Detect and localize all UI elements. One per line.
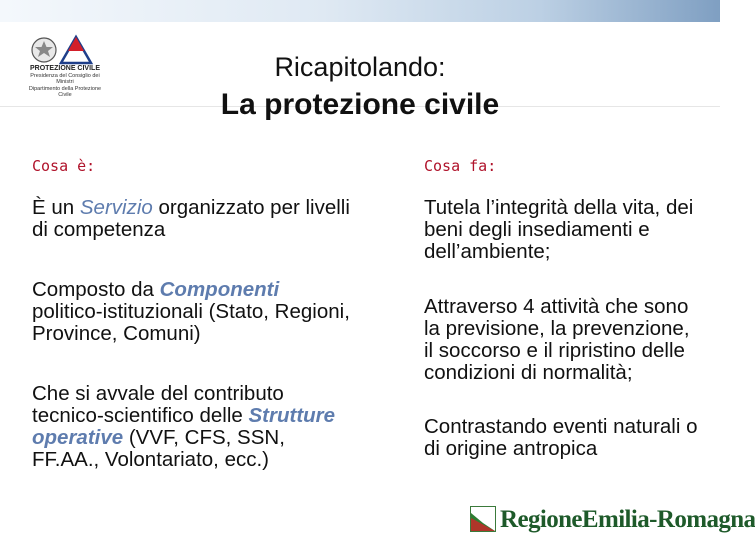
regione-emilia-romagna-logo [462,500,755,540]
emphasis-componenti: Componenti [159,278,280,301]
emphasis-strutture-operative: Strutture operative [32,404,336,449]
right-paragraph-1: Tutela l’integrità della vita, dei beni degli insediamenti e dell’ambiente; [424,196,694,263]
regione-emblem-icon [470,506,496,532]
logo-subtitle-1: Presidenza del Consiglio dei Ministri [30,72,100,85]
logo-subtitle-2: Dipartimento della Protezione Civile [28,85,102,98]
left-paragraph-1: È un Servizio organizzato per livelli di competenza [32,196,350,241]
regione-brand-name: RegioneEmilia-Romagna [500,506,755,533]
logo-title: PROTEZIONE CIVILE [29,65,100,72]
top-banner [0,0,720,22]
slide-title-line1: Ricapitolando: [274,52,446,82]
right-column-heading: Cosa fa: [424,157,497,175]
right-paragraph-2: Attraverso 4 attività che sono la previsione, la prevenzione, il soccorso e il ripristino delle condizioni di normalità; [424,295,690,384]
left-column [32,197,352,471]
right-column [424,197,698,460]
left-paragraph-2: Composto da Componenti politico-istituzionali (Stato, Regioni, Province, Comuni) [32,278,350,345]
left-paragraph-3: Che si avvale del contributo tecnico-scientifico delle Strutture operative (VVF, CFS, SSN, FF.AA., Volontariato, ecc.) [32,382,336,471]
emphasis-servizio: Servizio [79,196,153,219]
slide-title-line2: La protezione civile [220,88,500,121]
right-paragraph-3: Contrastando eventi naturali o di origine antropica [424,415,698,460]
left-column-heading: Cosa è: [32,157,96,175]
